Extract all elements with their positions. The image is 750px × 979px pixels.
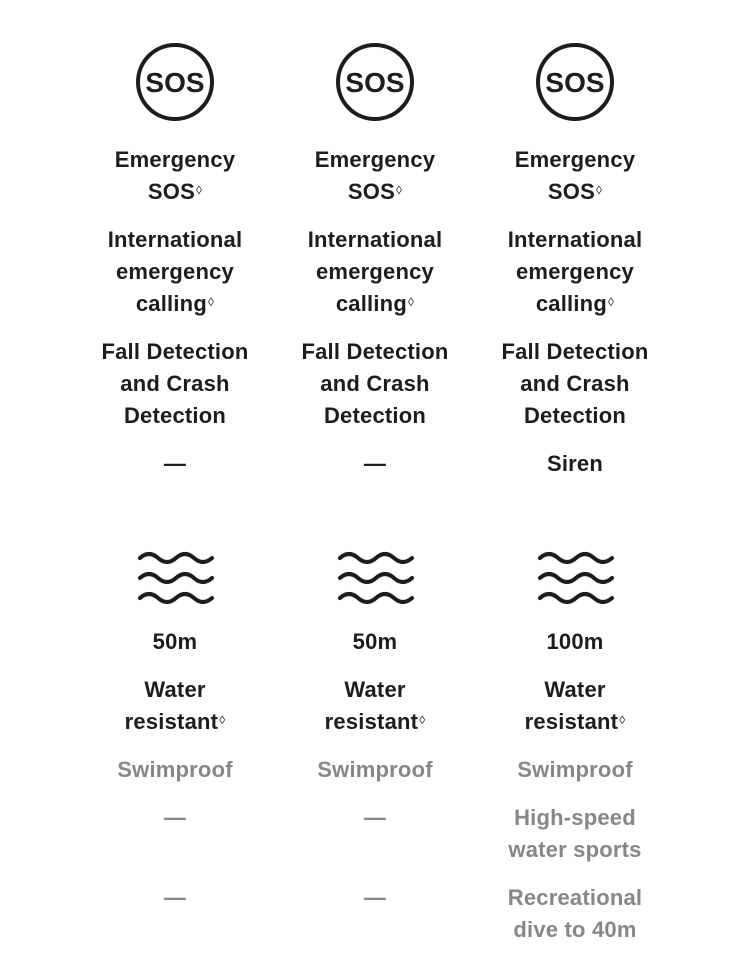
svg-text:SOS: SOS	[545, 67, 605, 98]
emergency-sos-line-2: SOS◊	[547, 179, 603, 204]
siren-value: —	[163, 451, 187, 476]
comparison-column-1	[85, 0, 265, 979]
water-resistant-line-1: Water	[544, 677, 606, 702]
detection-line-1: Fall Detection	[501, 339, 649, 364]
footnote-mark: ◊	[195, 183, 203, 197]
footnote-mark: ◊	[407, 295, 415, 309]
sos-icon	[135, 42, 215, 122]
footnote-mark: ◊	[219, 713, 226, 727]
emergency-sos-line-1: Emergency	[114, 147, 236, 172]
depth-value: 50m	[152, 629, 198, 654]
sos-icon	[535, 42, 615, 122]
water-resistant-line-1: Water	[144, 677, 206, 702]
detection-line-2: and Crash	[520, 371, 630, 396]
detection-line-1: Fall Detection	[101, 339, 249, 364]
water-resistant-line-2: resistant◊	[124, 709, 226, 734]
swimproof-label: Swimproof	[517, 757, 633, 782]
dive-value: —	[163, 885, 187, 910]
water-resistant-line-2: resistant◊	[524, 709, 626, 734]
water-waves-icon	[335, 546, 415, 606]
swimproof-label: Swimproof	[117, 757, 233, 782]
detection-line-2: and Crash	[320, 371, 430, 396]
emergency-sos-line-2: SOS◊	[347, 179, 403, 204]
detection-line-1: Fall Detection	[301, 339, 449, 364]
dive-value: —	[363, 885, 387, 910]
emergency-sos-line-2: SOS◊	[147, 179, 203, 204]
detection-line-2: and Crash	[120, 371, 230, 396]
emergency-sos-line-1: Emergency	[514, 147, 636, 172]
water-waves-icon	[535, 546, 615, 606]
dive-line-2: dive to 40m	[513, 917, 637, 942]
dive-line-1: Recreational	[507, 885, 643, 910]
comparison-column-3	[485, 0, 665, 979]
water-waves-icon	[135, 546, 215, 606]
water-resistant-line-1: Water	[344, 677, 406, 702]
intl-calling-line-1: International	[307, 227, 443, 252]
intl-calling-line-3: calling◊	[335, 291, 415, 316]
high-speed-line-2: water sports	[508, 837, 642, 862]
water-resistant-line-2: resistant◊	[324, 709, 426, 734]
intl-calling-line-2: emergency	[516, 259, 634, 284]
svg-text:SOS: SOS	[145, 67, 205, 98]
footnote-mark: ◊	[619, 713, 626, 727]
depth-value: 100m	[546, 629, 604, 654]
comparison-column-2	[285, 0, 465, 979]
sos-icon	[335, 42, 415, 122]
siren-value: —	[363, 451, 387, 476]
depth-value: 50m	[352, 629, 398, 654]
high-speed-value: —	[163, 805, 187, 830]
intl-calling-line-3: calling◊	[135, 291, 215, 316]
footnote-mark: ◊	[207, 295, 215, 309]
emergency-sos-line-1: Emergency	[314, 147, 436, 172]
footnote-mark: ◊	[595, 183, 603, 197]
siren-value: Siren	[546, 451, 604, 476]
intl-calling-line-2: emergency	[116, 259, 234, 284]
footnote-mark: ◊	[395, 183, 403, 197]
intl-calling-line-1: International	[107, 227, 243, 252]
detection-line-3: Detection	[523, 403, 627, 428]
svg-text:SOS: SOS	[345, 67, 405, 98]
footnote-mark: ◊	[607, 295, 615, 309]
intl-calling-line-3: calling◊	[535, 291, 615, 316]
swimproof-label: Swimproof	[317, 757, 433, 782]
intl-calling-line-2: emergency	[316, 259, 434, 284]
detection-line-3: Detection	[123, 403, 227, 428]
high-speed-value: —	[363, 805, 387, 830]
detection-line-3: Detection	[323, 403, 427, 428]
footnote-mark: ◊	[419, 713, 426, 727]
intl-calling-line-1: International	[507, 227, 643, 252]
high-speed-line-1: High-speed	[514, 805, 636, 830]
